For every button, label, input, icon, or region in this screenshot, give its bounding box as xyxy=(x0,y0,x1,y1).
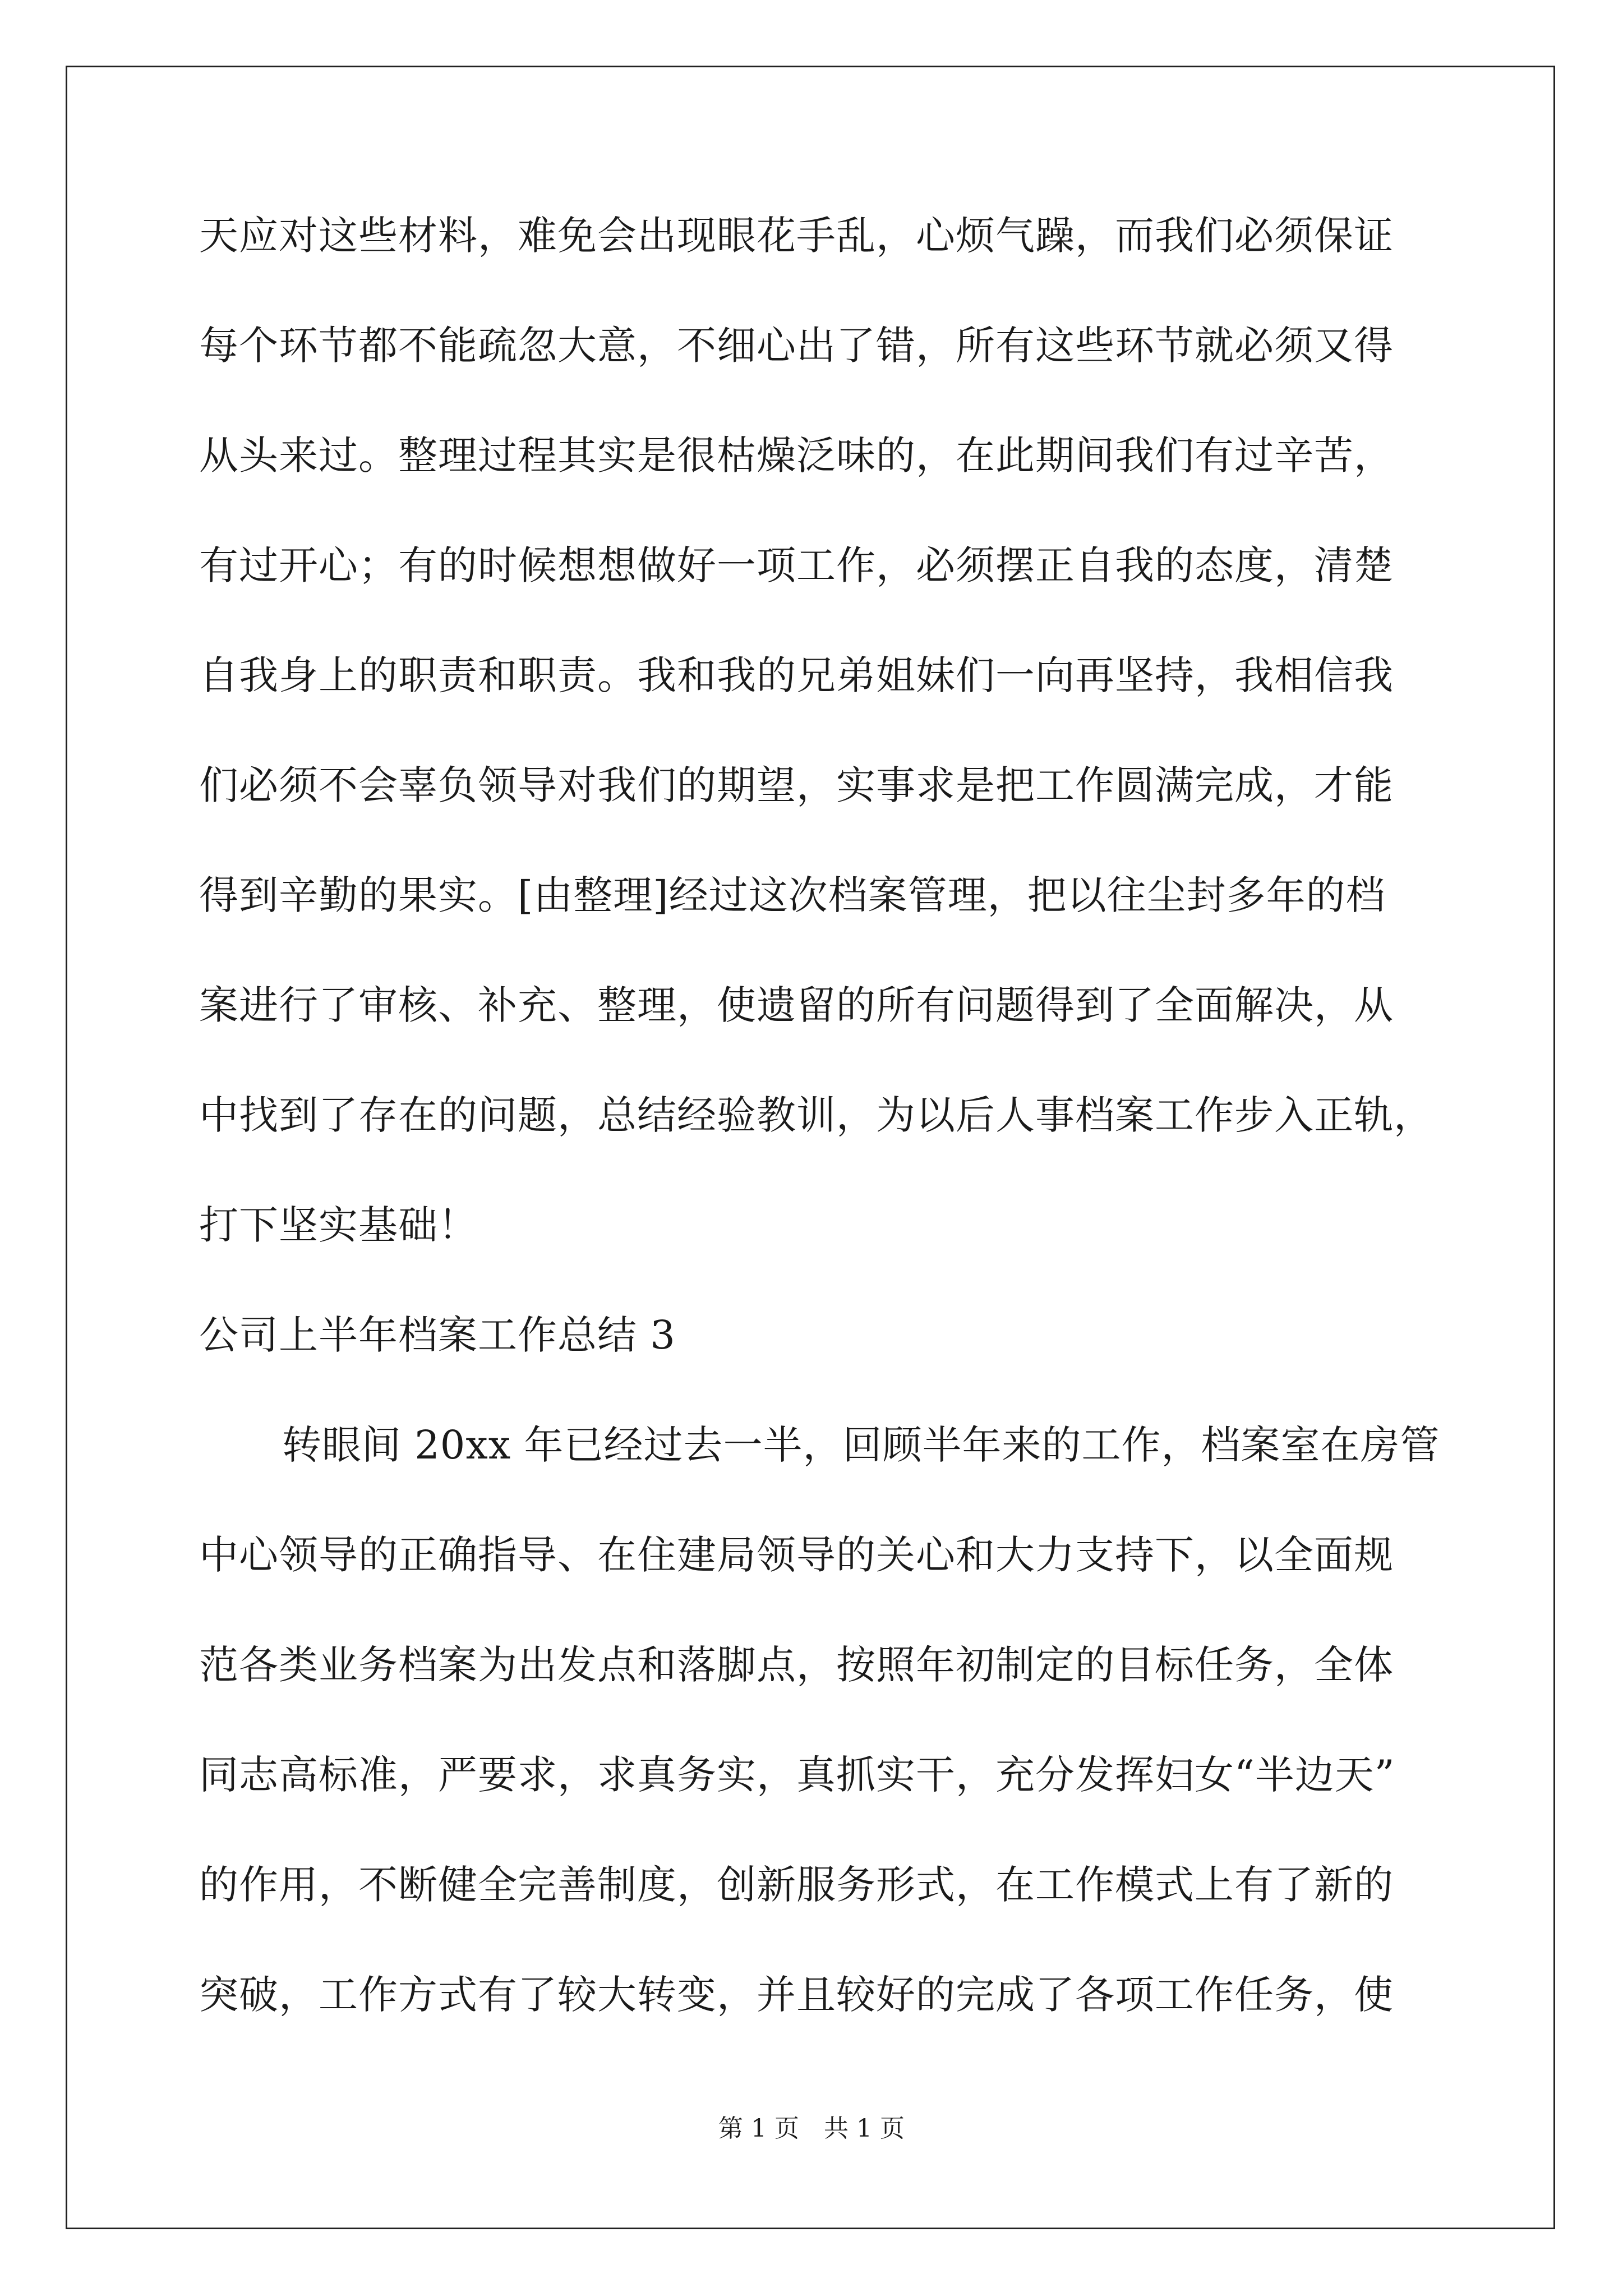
section-heading: 公司上半年档案工作总结 3 xyxy=(199,1312,676,1358)
text-line: 的作用，不断健全完善制度，创新服务形式，在工作模式上有了新的 xyxy=(199,1862,1394,1908)
text-line: 从头来过。整理过程其实是很枯燥泛味的，在此期间我们有过辛苦， xyxy=(199,432,1394,478)
text-line: 同志高标准，严要求，求真务实，真抓实干，充分发挥妇女“半边天” xyxy=(199,1752,1395,1798)
document-body xyxy=(199,208,1440,2077)
text-line: 中找到了存在的问题，总结经验教训，为以后人事档案工作步入正轨， xyxy=(199,1092,1433,1138)
page-footer: 第 1 页 共 1 页 xyxy=(718,2114,905,2143)
text-line: 有过开心；有的时候想想做好一项工作，必须摆正自我的态度，清楚 xyxy=(199,542,1394,588)
text-line: 打下坚实基础！ xyxy=(199,1202,478,1248)
text-line: 转眼间 20xx 年已经过去一半，回顾半年来的工作，档案室在房管 xyxy=(282,1422,1440,1468)
text-line: 案进行了审核、补充、整理，使遗留的所有问题得到了全面解决，从 xyxy=(199,982,1394,1028)
text-line: 突破，工作方式有了较大转变，并且较好的完成了各项工作任务，使 xyxy=(199,1972,1394,2018)
text-line: 中心领导的正确指导、在住建局领导的关心和大力支持下，以全面规 xyxy=(199,1532,1394,1578)
text-line: 们必须不会辜负领导对我们的期望，实事求是把工作圆满完成，才能 xyxy=(199,762,1394,808)
text-line: 天应对这些材料，难免会出现眼花手乱，心烦气躁，而我们必须保证 xyxy=(199,213,1394,259)
text-line: 范各类业务档案为出发点和落脚点，按照年初制定的目标任务，全体 xyxy=(199,1642,1394,1688)
text-line: 自我身上的职责和职责。我和我的兄弟姐妹们一向再坚持，我相信我 xyxy=(199,652,1394,698)
text-line: 每个环节都不能疏忽大意，不细心出了错，所有这些环节就必须又得 xyxy=(199,323,1394,369)
text-line: 得到辛勤的果实。[由整理]经过这次档案管理，把以往尘封多年的档 xyxy=(199,872,1386,918)
